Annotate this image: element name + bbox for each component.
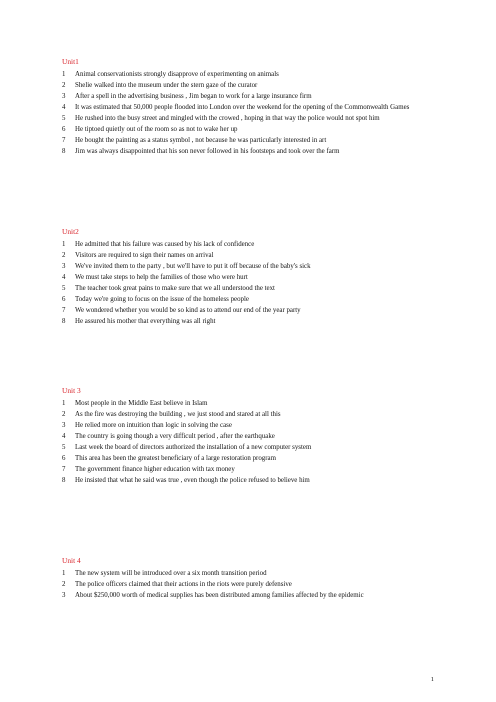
- item-number: 8: [62, 477, 66, 484]
- list-item: [62, 294, 434, 305]
- item-text: We must take steps to help the families of those who were hurt: [75, 274, 248, 281]
- item-text: About $250,000 worth of medical supplies has been distributed among families affected by the epidemic: [75, 592, 364, 599]
- list-item: [62, 102, 434, 113]
- item-number: 3: [62, 263, 66, 270]
- list-item: [62, 420, 434, 431]
- page-number: 1: [430, 676, 434, 683]
- item-text: Most people in the Middle East believe in Islam: [75, 400, 208, 407]
- list-item: [62, 431, 434, 442]
- list-item: [62, 409, 434, 420]
- list-item: [62, 464, 434, 475]
- item-text: The police officers claimed that their actions in the riots were purely defensive: [75, 581, 292, 588]
- item-text: The new system will be introduced over a six month transition period: [75, 570, 267, 577]
- item-text: The teacher took great pains to make sure that we all understood the text: [75, 285, 275, 292]
- unit-4-section: [62, 555, 434, 601]
- list-item: [62, 272, 434, 283]
- list-item: [62, 250, 434, 261]
- list-item: [62, 113, 434, 124]
- item-number: 5: [62, 444, 66, 451]
- list-item: [62, 261, 434, 272]
- list-item: [62, 135, 434, 146]
- list-item: [62, 124, 434, 135]
- item-text: Last week the board of directors authorized the installation of a new computer system: [75, 444, 312, 451]
- item-text: Visitors are required to sign their names on arrival: [75, 252, 214, 259]
- list-item: [62, 91, 434, 102]
- unit-title: Unit 4: [62, 556, 81, 565]
- item-number: 3: [62, 93, 66, 100]
- item-text: The country is going though a very difficult period , after the earthquake: [75, 433, 275, 440]
- item-text: The government finance higher education with tax money: [75, 466, 235, 473]
- item-text: Shelie walked into the museum under the stern gaze of the curator: [75, 82, 258, 89]
- item-number: 1: [62, 71, 66, 78]
- item-text: He rushed into the busy street and mingled with the crowed , hoping in that way the police would not spot him: [75, 115, 380, 122]
- item-text: He admitted that his failure was caused by his lack of confidence: [75, 241, 255, 248]
- item-text: He assured his mother that everything was all right: [75, 318, 216, 325]
- item-number: 4: [62, 104, 66, 111]
- item-number: 7: [62, 466, 66, 473]
- list-item: [62, 590, 434, 601]
- item-text: Animal conservationists strongly disapprove of experimenting on animals: [75, 71, 279, 78]
- item-text: We've invited them to the party , but we'll have to put it off because of the baby's sick: [75, 263, 311, 270]
- item-number: 2: [62, 411, 66, 418]
- item-text: He tiptoed quietly out of the room so as not to wake her up: [75, 126, 238, 133]
- item-number: 1: [62, 241, 66, 248]
- list-item: [62, 398, 434, 409]
- unit-title: Unit1: [62, 57, 79, 66]
- item-number: 1: [62, 400, 66, 407]
- item-number: 3: [62, 422, 66, 429]
- item-text: Today we're going to focus on the issue of the homeless people: [75, 296, 249, 303]
- list-item: [62, 283, 434, 294]
- unit-1-section: [62, 56, 434, 157]
- item-number: 8: [62, 318, 66, 325]
- item-text: He bought the painting as a status symbol , not because he was particularly interested in art: [75, 137, 327, 144]
- item-number: 7: [62, 307, 66, 314]
- item-number: 4: [62, 274, 66, 281]
- list-item: [62, 80, 434, 91]
- item-number: 3: [62, 592, 66, 599]
- unit-2-section: [62, 226, 434, 327]
- item-number: 1: [62, 570, 66, 577]
- list-item: [62, 568, 434, 579]
- item-text: We wondered whether you would be so kind as to attend our end of the year party: [75, 307, 301, 314]
- item-number: 6: [62, 296, 66, 303]
- list-item: [62, 475, 434, 486]
- item-text: After a spell in the advertising business , Jim began to work for a large insurance firm: [75, 93, 312, 100]
- item-number: 2: [62, 252, 66, 259]
- item-text: Jim was always disappointed that his son never followed in his footsteps and took over the farm: [75, 148, 340, 155]
- item-text: It was estimated that 50,000 people flooded into London over the weekend for the opening of the Commonwealth Games: [75, 104, 410, 111]
- unit-title: Unit2: [62, 227, 79, 236]
- item-number: 6: [62, 126, 66, 133]
- item-number: 4: [62, 433, 66, 440]
- list-item: [62, 316, 434, 327]
- list-item: [62, 239, 434, 250]
- item-number: 7: [62, 137, 66, 144]
- unit-title: Unit 3: [62, 386, 81, 395]
- list-item: [62, 579, 434, 590]
- list-item: [62, 69, 434, 80]
- list-item: [62, 146, 434, 157]
- list-item: [62, 305, 434, 316]
- item-number: 6: [62, 455, 66, 462]
- item-number: 2: [62, 581, 66, 588]
- item-number: 5: [62, 115, 66, 122]
- item-text: As the fire was destroying the building , we just stood and stared at all this: [75, 411, 281, 418]
- item-text: He insisted that what he said was true , even though the police refused to believe him: [75, 477, 310, 484]
- list-item: [62, 442, 434, 453]
- list-item: [62, 453, 434, 464]
- item-number: 8: [62, 148, 66, 155]
- item-text: He relied more on intuition than logic in solving the case: [75, 422, 232, 429]
- item-number: 5: [62, 285, 66, 292]
- unit-3-section: [62, 385, 434, 486]
- item-text: This area has been the greatest beneficiary of a large restoration program: [75, 455, 276, 462]
- item-number: 2: [62, 82, 66, 89]
